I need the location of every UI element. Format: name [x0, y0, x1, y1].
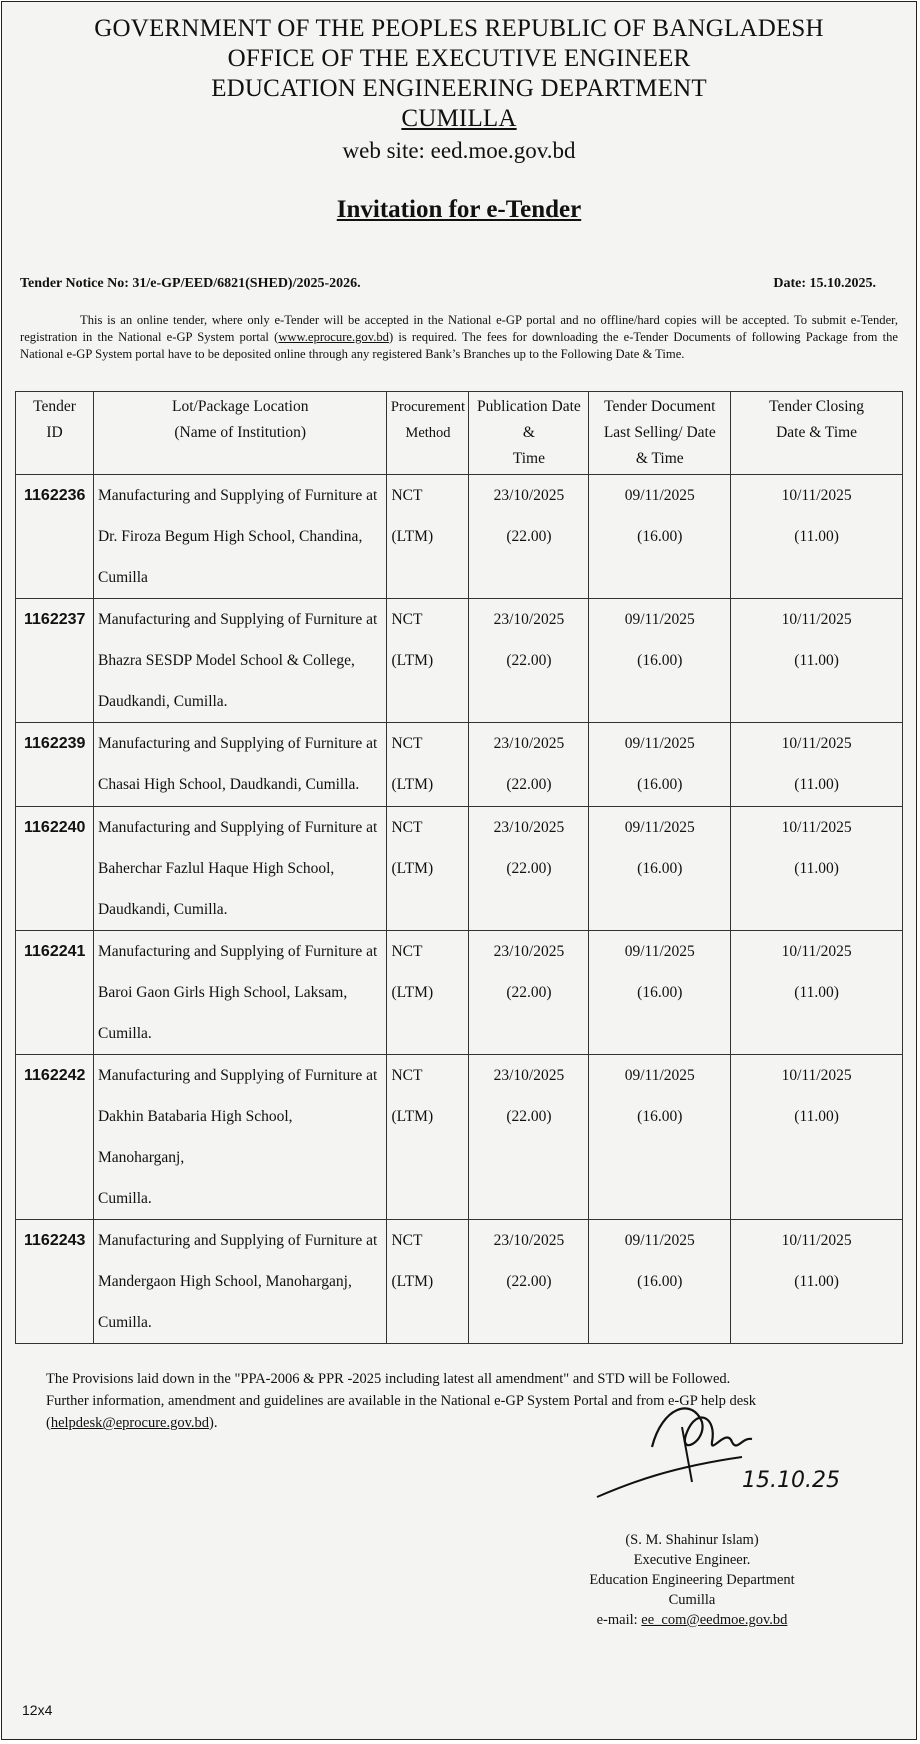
closing-cell: 10/11/2025 (11.00)	[731, 1055, 903, 1220]
col-lot-package: Lot/Package Location (Name of Institution)	[93, 392, 387, 475]
intro-text-1: This is an online tender, where only e-Tender will be accepted in the National e-GP portal and no offline/hard copies will be accepted. To submit e-Tender, registration in the National e-GP System portal (	[20, 313, 898, 344]
table-row	[16, 475, 903, 599]
letterhead	[2, 2, 916, 166]
notice-row	[20, 276, 898, 292]
lot-package-cell: Manufacturing and Supplying of Furniture at Dr. Firoza Begum High School, Chandina, Cumilla	[93, 475, 387, 599]
page-title: Invitation for e-Tender	[336, 196, 582, 223]
lot-package-cell: Manufacturing and Supplying of Furniture at Dakhin Batabaria High School, Manoharganj, Cumilla.	[93, 1055, 387, 1220]
table-row	[16, 1220, 903, 1344]
table-header-row	[16, 392, 903, 475]
procurement-method-cell: NCT (LTM)	[387, 1055, 469, 1220]
col-tender-id: Tender ID	[16, 392, 94, 475]
document-selling-cell: 09/11/2025 (16.00)	[589, 1055, 731, 1220]
signatory-email[interactable]: ee_com@eedmoe.gov.bd	[641, 1612, 788, 1628]
document-selling-cell: 09/11/2025 (16.00)	[589, 1220, 731, 1344]
tender-id-cell: 1162242	[16, 1055, 94, 1220]
table-row	[16, 1055, 903, 1220]
tender-notice-number: Tender Notice No: 31/e-GP/EED/6821(SHED)/2025-2026.	[20, 276, 361, 291]
procurement-method-cell: NCT (LTM)	[387, 1220, 469, 1344]
closing-cell: 10/11/2025 (11.00)	[731, 723, 903, 807]
provisions-note: The Provisions laid down in the "PPA-2006 & PPR -2025 including latest all amendment" and STD will be Followed.	[46, 1371, 731, 1387]
govt-name: GOVERNMENT OF THE PEOPLES REPUBLIC OF BANGLADESH	[94, 15, 824, 42]
signatory-designation: Executive Engineer.	[633, 1552, 751, 1568]
signatory-name: (S. M. Shahinur Islam)	[625, 1532, 759, 1548]
closing-cell: 10/11/2025 (11.00)	[731, 1220, 903, 1344]
table-row	[16, 807, 903, 931]
lot-package-cell: Manufacturing and Supplying of Furniture at Baroi Gaon Girls High School, Laksam, Cumilla.	[93, 931, 387, 1055]
eprocure-link[interactable]: www.eprocure.gov.bd	[278, 330, 389, 344]
tender-notice-page	[1, 1, 917, 1740]
website: web site: eed.moe.gov.bd	[342, 138, 576, 163]
document-selling-cell: 09/11/2025 (16.00)	[589, 599, 731, 723]
closing-cell: 10/11/2025 (11.00)	[731, 807, 903, 931]
publication-cell: 23/10/2025 (22.00)	[469, 599, 589, 723]
publication-cell: 23/10/2025 (22.00)	[469, 807, 589, 931]
procurement-method-cell: NCT (LTM)	[387, 475, 469, 599]
procurement-method-cell: NCT (LTM)	[387, 723, 469, 807]
intro-text-2: ) is required. The fees for downloading the e-Tender Documents of following Package from the National e-GP System portal have to be deposited online through any registered Bank’s Branches up to the Following Date & Time.	[20, 330, 898, 361]
tender-table	[15, 391, 903, 1344]
procurement-method-cell: NCT (LTM)	[387, 931, 469, 1055]
table-row	[16, 723, 903, 807]
procurement-method-cell: NCT (LTM)	[387, 599, 469, 723]
col-procurement-method: Procurement Method	[387, 392, 469, 475]
department-name: EDUCATION ENGINEERING DEPARTMENT	[211, 75, 707, 102]
closing-cell: 10/11/2025 (11.00)	[731, 599, 903, 723]
lot-package-cell: Manufacturing and Supplying of Furniture at Baherchar Fazlul Haque High School, Daudkandi, Cumilla.	[93, 807, 387, 931]
publication-cell: 23/10/2025 (22.00)	[469, 1220, 589, 1344]
document-selling-cell: 09/11/2025 (16.00)	[589, 931, 731, 1055]
office-name: OFFICE OF THE EXECUTIVE ENGINEER	[227, 45, 691, 72]
lot-package-cell: Manufacturing and Supplying of Furniture at Mandergaon High School, Manoharganj, Cumilla.	[93, 1220, 387, 1344]
helpdesk-email[interactable]: helpdesk@eprocure.gov.bd	[50, 1415, 210, 1431]
col-closing: Tender Closing Date & Time	[731, 392, 903, 475]
page-code: 12x4	[22, 1702, 53, 1718]
col-publication: Publication Date & Time	[469, 392, 589, 475]
signature-block	[562, 1530, 822, 1630]
publication-cell: 23/10/2025 (22.00)	[469, 475, 589, 599]
signatory-email-line: e-mail: ee_com@eedmoe.gov.bd	[596, 1612, 788, 1628]
signature-date: 15.10.25	[742, 1468, 840, 1493]
publication-cell: 23/10/2025 (22.00)	[469, 931, 589, 1055]
signature-scribble	[592, 1387, 840, 1507]
publication-cell: 23/10/2025 (22.00)	[469, 723, 589, 807]
helpdesk-line: (helpdesk@eprocure.gov.bd).	[46, 1415, 218, 1431]
procurement-method-cell: NCT (LTM)	[387, 807, 469, 931]
lot-package-cell: Manufacturing and Supplying of Furniture at Chasai High School, Daudkandi, Cumilla.	[93, 723, 387, 807]
closing-cell: 10/11/2025 (11.00)	[731, 475, 903, 599]
notice-date: Date: 15.10.2025.	[773, 276, 876, 291]
publication-cell: 23/10/2025 (22.00)	[469, 1055, 589, 1220]
tender-id-cell: 1162240	[16, 807, 94, 931]
tender-id-cell: 1162239	[16, 723, 94, 807]
signatory-city: Cumilla	[668, 1592, 716, 1608]
tender-id-cell: 1162237	[16, 599, 94, 723]
tender-id-cell: 1162243	[16, 1220, 94, 1344]
document-selling-cell: 09/11/2025 (16.00)	[589, 723, 731, 807]
intro-paragraph	[20, 312, 898, 363]
further-info-note: Further information, amendment and guidelines are available in the National e-GP System Portal and from e-GP help desk	[46, 1393, 757, 1409]
signatory-department: Education Engineering Department	[589, 1572, 795, 1588]
lot-package-cell: Manufacturing and Supplying of Furniture at Bhazra SESDP Model School & College, Daudkandi, Cumilla.	[93, 599, 387, 723]
office-city: CUMILLA	[401, 105, 517, 132]
table-row	[16, 599, 903, 723]
document-selling-cell: 09/11/2025 (16.00)	[589, 807, 731, 931]
col-document-selling: Tender Document Last Selling/ Date & Time	[589, 392, 731, 475]
tender-id-cell: 1162236	[16, 475, 94, 599]
tender-id-cell: 1162241	[16, 931, 94, 1055]
closing-cell: 10/11/2025 (11.00)	[731, 931, 903, 1055]
table-row	[16, 931, 903, 1055]
document-selling-cell: 09/11/2025 (16.00)	[589, 475, 731, 599]
